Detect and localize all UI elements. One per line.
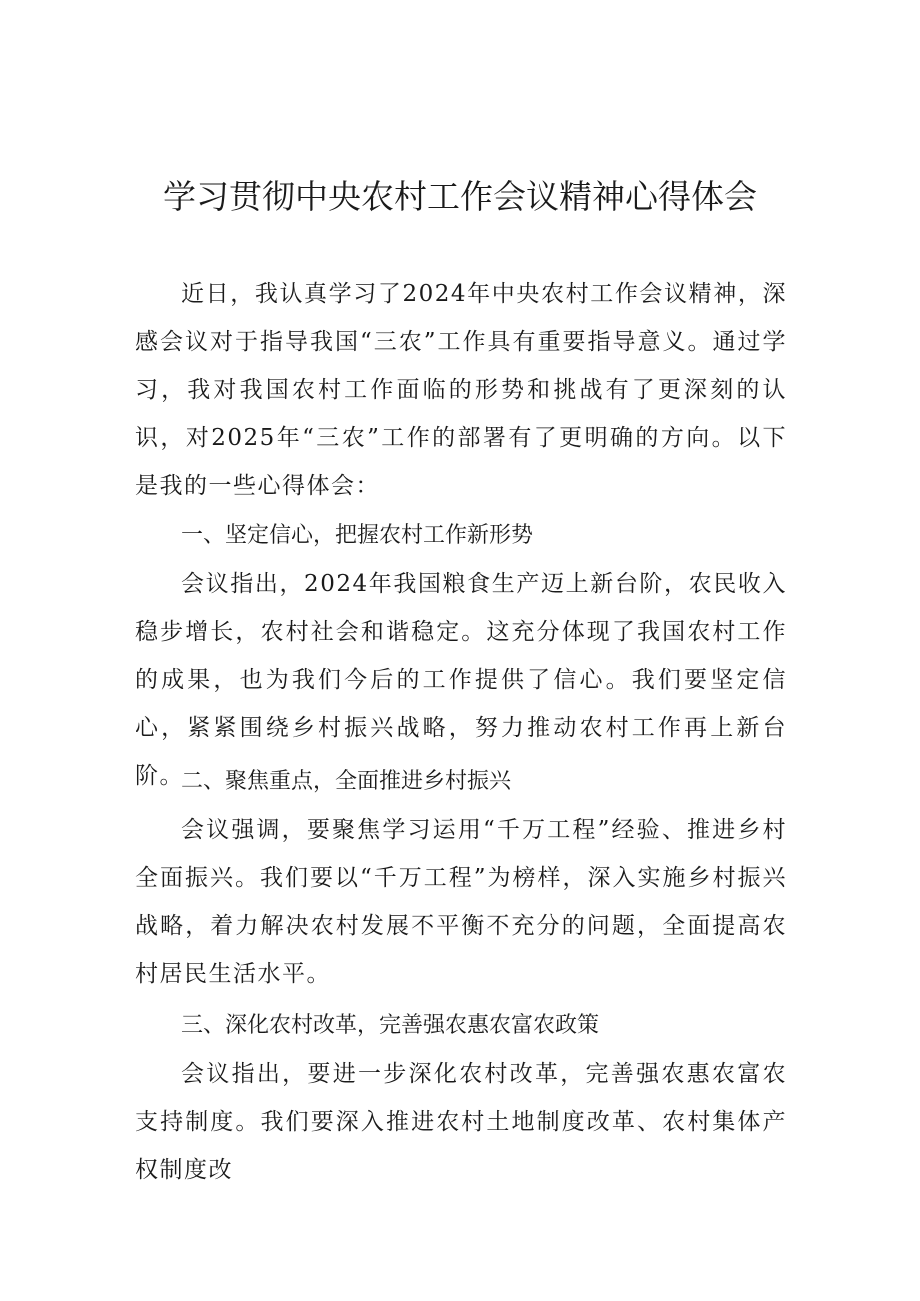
section-1-heading: 一、坚定信心，把握农村工作新形势 [181,523,534,548]
section-3-paragraph: 会议指出，要进一步深化农村改革，完善强农惠农富农支持制度。我们要深入推进农村土地制度改革、农村集体产权制度改 [135,1061,787,1183]
section-2-heading: 二、聚焦重点，全面推进乡村振兴 [181,769,512,794]
section-1-paragraph: 会议指出，2024年我国粮食生产迈上新台阶，农民收入稳步增长，农村社会和谐稳定。这充分体现了我国农村工作的成果，也为我们今后的工作提供了信心。我们要坚定信心，紧紧围绕乡村振兴战略，努力推动农村工作再上新台阶。 [135,571,787,789]
section-2-paragraph: 会议强调，要聚焦学习运用“千万工程”经验、推进乡村全面振兴。我们要以“千万工程”为榜样，深入实施乡村振兴战略，着力解决农村发展不平衡不充分的问题，全面提高农村居民生活水平。 [135,817,787,987]
intro-paragraph: 近日，我认真学习了2024年中央农村工作会议精神，深感会议对于指导我国“三农”工作具有重要指导意义。通过学习，我对我国农村工作面临的形势和挑战有了更深刻的认识，对2025年“三农”工作的部署有了更明确的方向。以下是我的一些心得体会： [135,281,787,499]
document-title: 学习贯彻中央农村工作会议精神心得体会 [163,177,757,216]
section-3-heading: 三、深化农村改革，完善强农惠农富农政策 [181,1013,600,1038]
